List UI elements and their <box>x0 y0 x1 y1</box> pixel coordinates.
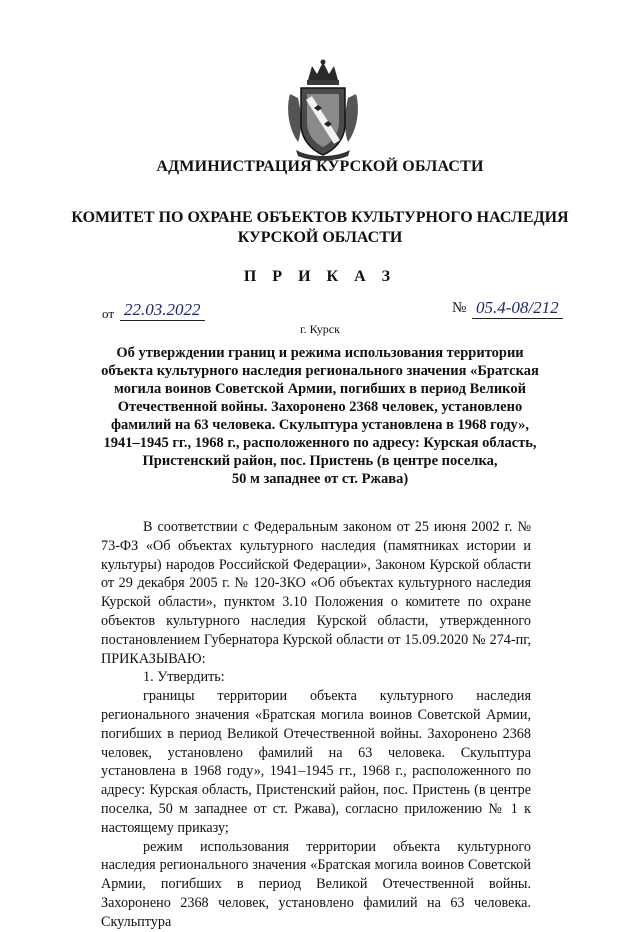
order-title <box>100 344 540 488</box>
city: г. Курск <box>300 322 340 336</box>
title-line: объекта культурного наследия регионального значения «Братская <box>101 363 539 379</box>
document-type: П Р И К А З <box>243 268 397 285</box>
number-prefix: № <box>452 300 467 316</box>
title-line: 50 м западнее от ст. Ржава) <box>231 471 409 487</box>
title-line: Об утверждении границ и режима использования территории <box>116 345 524 361</box>
paragraph-approve: 1. Утвердить: <box>143 669 225 686</box>
paragraph-regime: режим использования территории объекта культурного наследия регионального значения «Братская могила воинов Советской Армии, погибших в период Великой Отечественной войны. Захоронено 2368 человек, установлено фамилий на 63 человека. Скульптура <box>101 838 531 930</box>
order-number: 05.4-08/212 <box>472 298 563 319</box>
title-line: 1941–1945 гг., 1968 г., расположенного по адресу: Курская область, <box>103 435 537 451</box>
paragraph-boundaries: границы территории объекта культурного наследия регионального значения «Братская могила воинов Советской Армии, погибших в период Великой Отечественной войны. Захоронено 2368 человек, установлено фамилий на 63 человека. Скульптура установлена в 1968 году», 1941–1945 гг., 1968 г., расположенного по адресу: Курская область, Пристенский район, пос. Пристень (в центре поселка, 50 м западнее от ст. Ржава), согласно приложению № 1 к настоящему приказу; <box>101 688 531 836</box>
title-line: Пристенский район, пос. Пристень (в центре поселка, <box>142 453 498 469</box>
title-line: фамилий на 63 человека. Скульптура установлена в 1968 году», <box>110 417 530 433</box>
committee-line: КУРСКОЙ ОБЛАСТИ <box>237 229 403 246</box>
organization-name: АДМИНИСТРАЦИЯ КУРСКОЙ ОБЛАСТИ <box>156 158 484 175</box>
committee-name <box>0 208 640 248</box>
document-body <box>101 518 531 932</box>
paragraph-preamble: В соответствии с Федеральным законом от 25 июня 2002 г. № 73-ФЗ «Об объектах культурного наследия (памятниках истории и культуры) народов Российской Федерации», Законом Курской области от 29 декабря 2005 г. № 120-ЗКО «Об объектах культурного наследия Курской области», пунктом 3.10 Положения о комитете по охране объектов культурного наследия Курской области, утвержденного постановлением Губернатора Курской области от 15.09.2020 № 274-пг, ПРИКАЗЫВАЮ: <box>101 519 531 667</box>
title-line: Отечественной войны. Захоронено 2368 человек, установлено <box>117 399 523 415</box>
date-prefix: от <box>102 306 115 321</box>
title-line: могила воинов Советской Армии, погибших в период Великой <box>114 381 526 397</box>
committee-line: КОМИТЕТ ПО ОХРАНЕ ОБЪЕКТОВ КУЛЬТУРНОГО НАСЛЕДИЯ <box>71 209 569 226</box>
coat-of-arms-icon <box>284 58 362 162</box>
order-date: 22.03.2022 <box>120 300 205 321</box>
